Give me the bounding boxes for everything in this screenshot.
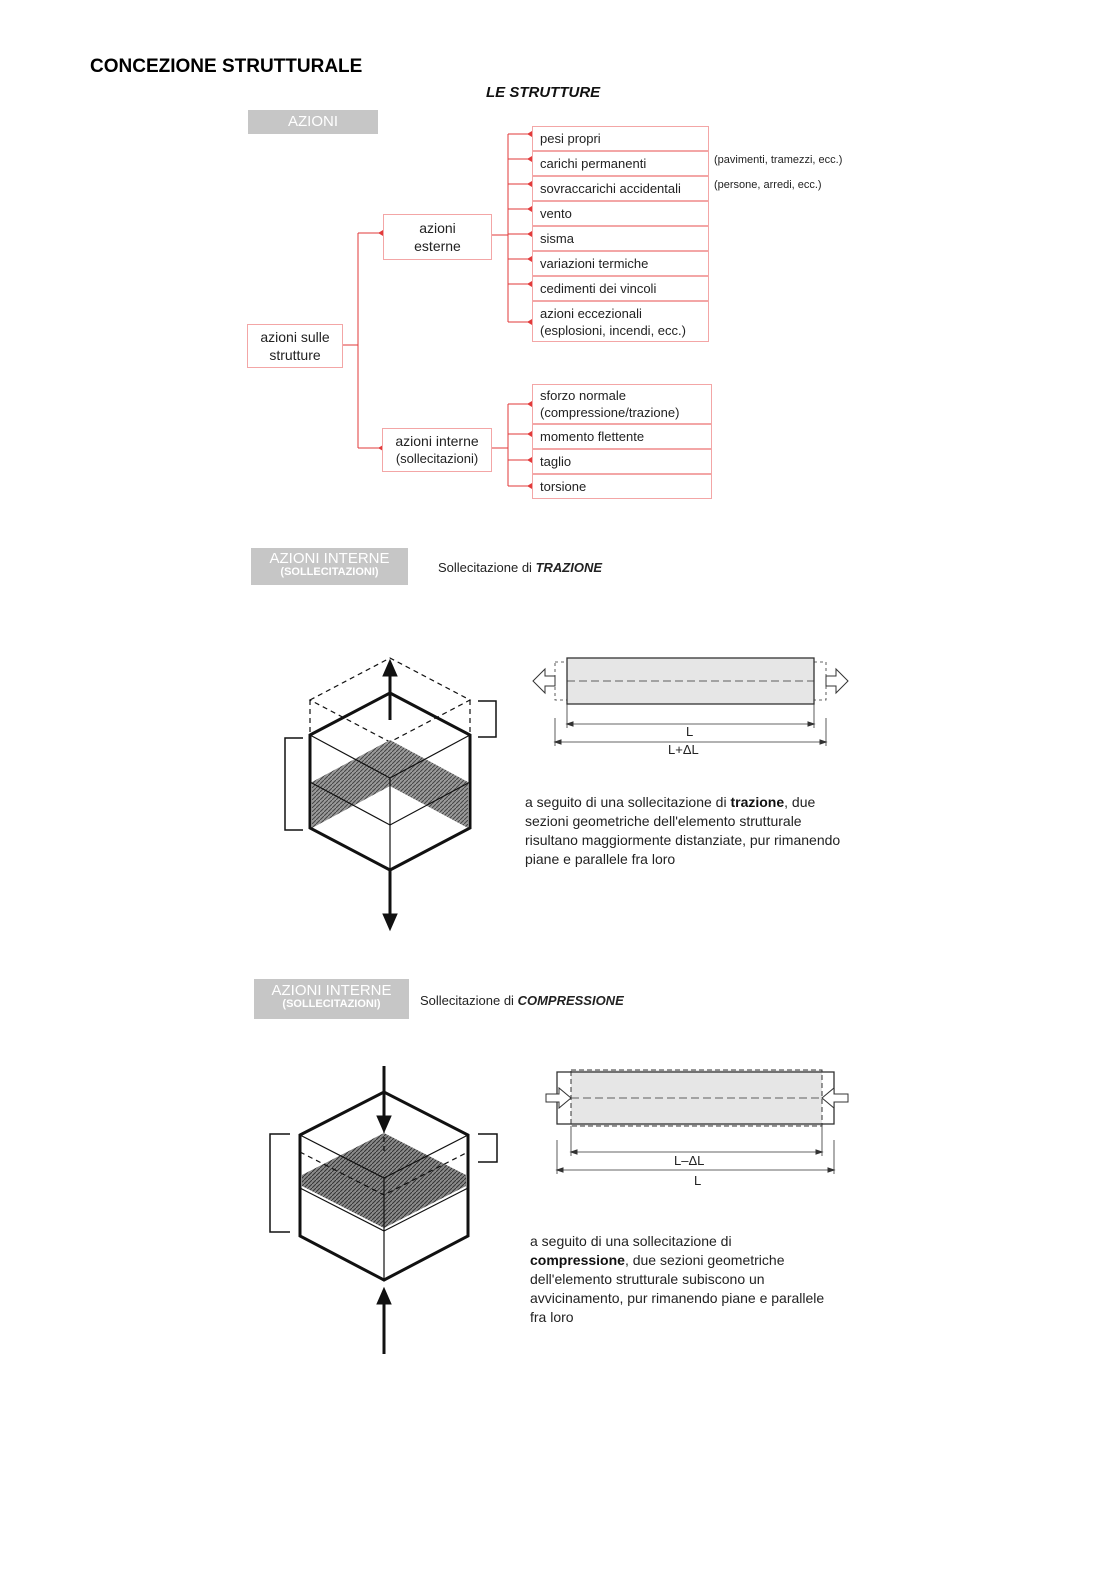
external-item: [532, 176, 709, 201]
trazione-header: [251, 548, 408, 585]
external-item: [532, 226, 709, 251]
external-item: [532, 251, 709, 276]
compressione-label-emph: COMPRESSIONE: [517, 993, 624, 1008]
internal-item: [532, 474, 712, 499]
internal-item-label: taglio: [540, 454, 572, 469]
external-item: [532, 301, 709, 342]
trazione-header-sub: (SOLLECITAZIONI): [280, 565, 379, 578]
external-item: [532, 201, 709, 226]
internal-actions-label: azioni interne: [395, 433, 479, 449]
external-item-label: variazioni termiche: [540, 256, 649, 271]
internal-item: [532, 449, 712, 474]
trazione-dim-L: L: [686, 724, 694, 739]
trazione-caption-post: , due sezioni geometriche dell'elemento strutturale risultano maggiormente distanziate, pur rimanendo piane e parallele fra loro: [525, 794, 841, 867]
compressione-header-sub: (SOLLECITAZIONI): [282, 997, 381, 1010]
compressione-cube: [270, 1066, 497, 1354]
compressione-dim-L: L: [694, 1173, 702, 1188]
external-actions-node: [383, 214, 492, 260]
azioni-header: [248, 110, 378, 134]
trazione-label-emph: TRAZIONE: [535, 560, 603, 575]
trazione-label-prefix: Sollecitazione di: [438, 560, 536, 575]
external-item: [532, 151, 709, 176]
compressione-caption-bold: compressione: [530, 1252, 625, 1268]
note-sovraccarichi: (persone, arredi, ecc.): [714, 179, 822, 191]
compressione-caption: [530, 1232, 830, 1327]
tree-root-node: [247, 324, 343, 368]
external-item-label: pesi propri: [540, 131, 601, 146]
external-item-label: sovraccarichi accidentali: [540, 181, 681, 196]
external-item: [532, 126, 709, 151]
azioni-header-label: AZIONI: [287, 113, 338, 130]
external-item-label: vento: [540, 206, 572, 221]
trazione-label: [438, 560, 602, 575]
note-carichi-permanenti: (pavimenti, tramezzi, ecc.): [714, 154, 843, 166]
compressione-header: [254, 979, 409, 1019]
compressione-label-prefix: Sollecitazione di: [420, 993, 518, 1008]
internal-actions-node: [382, 428, 492, 472]
trazione-dim-L-delta: L+ΔL: [668, 742, 699, 757]
external-item-label: azioni eccezionali (esplosioni, incendi, ecc.): [540, 305, 686, 338]
compressione-caption-pre: a seguito di una sollecitazione di: [530, 1233, 732, 1249]
external-item-label: carichi permanenti: [540, 156, 647, 171]
external-actions-label: azioni esterne: [414, 219, 461, 254]
internal-item-label: momento flettente: [540, 429, 645, 444]
compressione-label: [420, 993, 624, 1008]
tree-root-label: azioni sulle strutture: [260, 328, 330, 363]
trazione-header-main: AZIONI INTERNE: [269, 550, 390, 567]
internal-item-label: sforzo normale (compressione/trazione): [540, 388, 680, 420]
trazione-cube: [285, 658, 496, 930]
trazione-caption: [525, 793, 855, 869]
external-item-label: cedimenti dei vincoli: [540, 281, 657, 296]
external-item: [532, 276, 709, 301]
internal-item: [532, 424, 712, 449]
section-title: LE STRUTTURE: [486, 84, 601, 101]
internal-actions-sublabel: (sollecitazioni): [395, 451, 479, 466]
internal-item: [532, 384, 712, 424]
external-item-label: sisma: [540, 231, 574, 246]
page-title: CONCEZIONE STRUTTURALE: [90, 56, 363, 77]
internal-item-label: torsione: [540, 479, 587, 494]
trazione-caption-pre: a seguito di una sollecitazione di: [525, 794, 731, 810]
compressione-header-main: AZIONI INTERNE: [271, 982, 392, 999]
compressione-caption-post: , due sezioni geometriche dell'elemento strutturale subiscono un avvicinamento, pur rimanendo piane e parallele fra loro: [530, 1252, 825, 1325]
trazione-caption-bold: trazione: [730, 794, 785, 810]
compressione-dim-L-delta: L–ΔL: [674, 1153, 705, 1168]
